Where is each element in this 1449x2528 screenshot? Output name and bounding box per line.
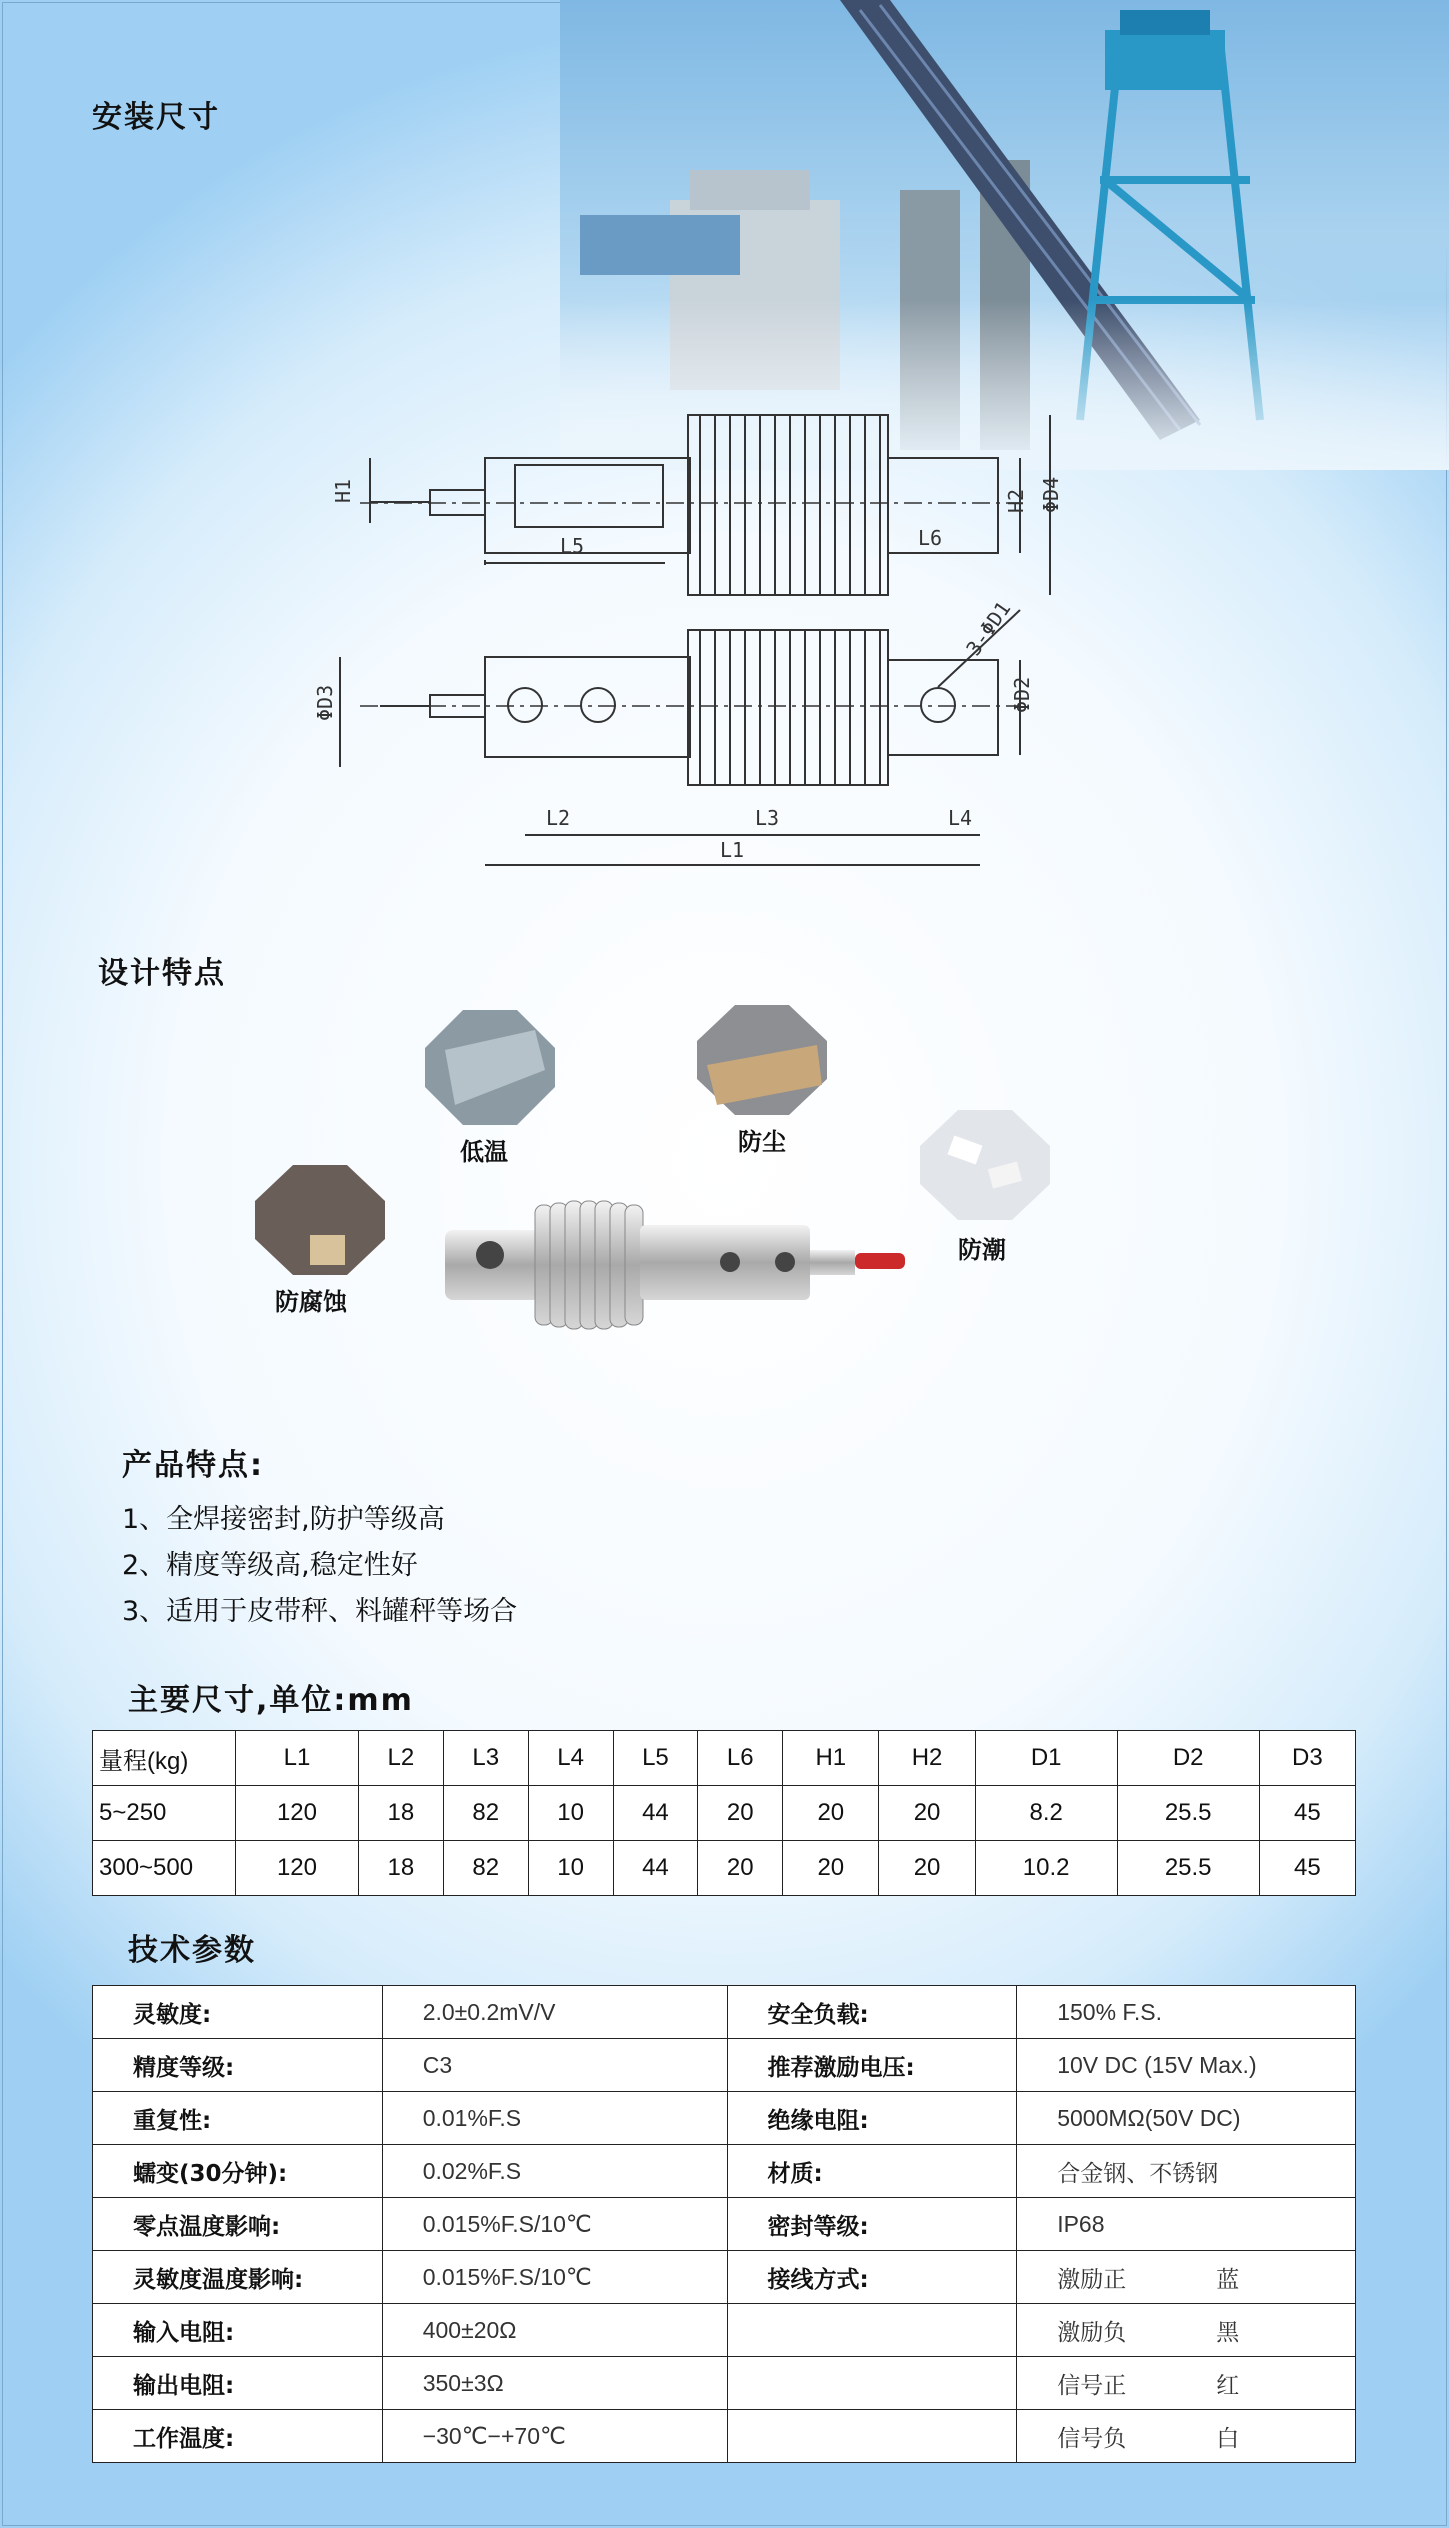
spec-label bbox=[727, 2410, 1017, 2463]
table-cell: 300~500 bbox=[93, 1841, 236, 1896]
spec-label: 材质: bbox=[727, 2145, 1017, 2198]
spec-row bbox=[93, 1986, 1356, 2039]
svg-text:ΦD2: ΦD2 bbox=[1010, 676, 1034, 713]
moisture-photo bbox=[920, 1110, 1050, 1220]
product-features-title: 产品特点: bbox=[122, 1448, 264, 1483]
table-cell: 10 bbox=[528, 1786, 613, 1841]
table-header-cell: L3 bbox=[443, 1731, 528, 1786]
svg-text:L1: L1 bbox=[720, 838, 745, 862]
table-cell: 120 bbox=[236, 1786, 359, 1841]
svg-text:ΦD3: ΦD3 bbox=[313, 684, 337, 721]
table-cell: 5~250 bbox=[93, 1786, 236, 1841]
spec-label: 灵敏度温度影响: bbox=[93, 2251, 383, 2304]
specs-table bbox=[92, 1985, 1356, 2463]
spec-value-text: 信号负 bbox=[1057, 2424, 1127, 2451]
spec-row bbox=[93, 2039, 1356, 2092]
svg-text:L4: L4 bbox=[948, 806, 973, 830]
spec-label: 密封等级: bbox=[727, 2198, 1017, 2251]
feature-item: 1、全焊接密封,防护等级高 bbox=[122, 1504, 445, 1535]
table-cell: 82 bbox=[443, 1786, 528, 1841]
table-cell: 20 bbox=[879, 1786, 975, 1841]
dustproof-photo bbox=[697, 1005, 827, 1115]
wire-color: 黑 bbox=[1216, 2318, 1240, 2345]
svg-text:L6: L6 bbox=[918, 526, 943, 550]
table-cell: 82 bbox=[443, 1841, 528, 1896]
table-header-cell: 量程(kg) bbox=[93, 1731, 236, 1786]
spec-row bbox=[93, 2145, 1356, 2198]
spec-value bbox=[1017, 2092, 1356, 2145]
svg-text:L5: L5 bbox=[560, 534, 585, 558]
spec-row bbox=[93, 2198, 1356, 2251]
spec-row bbox=[93, 2357, 1356, 2410]
spec-value: 350±3Ω bbox=[382, 2357, 727, 2410]
table-cell: 20 bbox=[698, 1841, 783, 1896]
table-cell: 44 bbox=[613, 1841, 698, 1896]
spec-label: 输出电阻: bbox=[93, 2357, 383, 2410]
spec-label: 蠕变(30分钟): bbox=[93, 2145, 383, 2198]
spec-label: 绝缘电阻: bbox=[727, 2092, 1017, 2145]
spec-value bbox=[1017, 2145, 1356, 2198]
table-cell: 20 bbox=[698, 1786, 783, 1841]
install-dimensions-title: 安装尺寸 bbox=[92, 100, 220, 135]
table-cell: 8.2 bbox=[975, 1786, 1117, 1841]
spec-value bbox=[1017, 2039, 1356, 2092]
table-cell: 10.2 bbox=[975, 1841, 1117, 1896]
spec-value: 0.01%F.S bbox=[382, 2092, 727, 2145]
specs-title: 技术参数 bbox=[128, 1933, 256, 1968]
dimension-table bbox=[92, 1730, 1356, 1896]
svg-text:L3: L3 bbox=[755, 806, 780, 830]
spec-row bbox=[93, 2410, 1356, 2463]
spec-value bbox=[1017, 2251, 1356, 2304]
spec-value bbox=[1017, 2410, 1356, 2463]
table-header-cell: L2 bbox=[358, 1731, 443, 1786]
svg-text:ΦD4: ΦD4 bbox=[1039, 476, 1063, 513]
spec-label bbox=[727, 2357, 1017, 2410]
svg-text:H1: H1 bbox=[331, 478, 355, 503]
spec-label: 接线方式: bbox=[727, 2251, 1017, 2304]
svg-text:H2: H2 bbox=[1004, 488, 1028, 513]
table-cell: 25.5 bbox=[1117, 1786, 1259, 1841]
spec-label bbox=[727, 2304, 1017, 2357]
spec-value: C3 bbox=[382, 2039, 727, 2092]
spec-value-text: 5000MΩ(50V DC) bbox=[1057, 2104, 1241, 2131]
table-header-cell: L6 bbox=[698, 1731, 783, 1786]
spec-label: 工作温度: bbox=[93, 2410, 383, 2463]
wire-color: 白 bbox=[1216, 2424, 1240, 2451]
spec-value bbox=[1017, 1986, 1356, 2039]
svg-text:L2: L2 bbox=[546, 806, 571, 830]
feature-item: 2、精度等级高,稳定性好 bbox=[122, 1550, 418, 1581]
spec-row bbox=[93, 2304, 1356, 2357]
table-header-cell: H1 bbox=[783, 1731, 879, 1786]
spec-label: 精度等级: bbox=[93, 2039, 383, 2092]
spec-value: 0.015%F.S/10℃ bbox=[382, 2198, 727, 2251]
table-row bbox=[93, 1841, 1356, 1896]
spec-value-text: 150% F.S. bbox=[1057, 1998, 1163, 2025]
table-cell: 18 bbox=[358, 1786, 443, 1841]
load-cell-photo bbox=[440, 1195, 920, 1345]
table-row bbox=[93, 1786, 1356, 1841]
spec-label: 重复性: bbox=[93, 2092, 383, 2145]
design-features-title: 设计特点 bbox=[98, 956, 226, 991]
table-cell: 44 bbox=[613, 1786, 698, 1841]
table-cell: 25.5 bbox=[1117, 1841, 1259, 1896]
spec-value bbox=[1017, 2198, 1356, 2251]
table-header-cell: D1 bbox=[975, 1731, 1117, 1786]
dims-table-title: 主要尺寸,单位:mm bbox=[128, 1683, 414, 1718]
table-cell: 20 bbox=[879, 1841, 975, 1896]
spec-value bbox=[1017, 2357, 1356, 2410]
spec-value: 2.0±0.2mV/V bbox=[382, 1986, 727, 2039]
spec-label: 灵敏度: bbox=[93, 1986, 383, 2039]
table-header-cell: L4 bbox=[528, 1731, 613, 1786]
spec-label: 推荐激励电压: bbox=[727, 2039, 1017, 2092]
svg-text:3-ΦD1: 3-ΦD1 bbox=[961, 596, 1016, 660]
spec-label: 零点温度影响: bbox=[93, 2198, 383, 2251]
spec-value-text: 激励正 bbox=[1057, 2265, 1127, 2292]
anticorrosion-photo bbox=[255, 1165, 385, 1275]
table-cell: 18 bbox=[358, 1841, 443, 1896]
table-header-cell: L5 bbox=[613, 1731, 698, 1786]
table-cell: 20 bbox=[783, 1841, 879, 1896]
table-cell: 10 bbox=[528, 1841, 613, 1896]
design-feature-label: 防潮 bbox=[958, 1236, 1006, 1264]
design-feature-label: 防尘 bbox=[738, 1128, 786, 1156]
design-feature-label: 低温 bbox=[460, 1138, 508, 1166]
spec-value-text: IP68 bbox=[1057, 2210, 1105, 2237]
spec-value-text: 激励负 bbox=[1057, 2318, 1127, 2345]
dimension-drawing bbox=[313, 395, 1080, 885]
spec-value: 0.015%F.S/10℃ bbox=[382, 2251, 727, 2304]
feature-item: 3、适用于皮带秤、料罐秤等场合 bbox=[122, 1596, 518, 1627]
spec-value-text: 10V DC (15V Max.) bbox=[1057, 2051, 1257, 2078]
spec-value-text: 信号正 bbox=[1057, 2371, 1127, 2398]
spec-label: 输入电阻: bbox=[93, 2304, 383, 2357]
table-header-cell: H2 bbox=[879, 1731, 975, 1786]
low-temp-photo bbox=[425, 1010, 555, 1125]
table-cell: 20 bbox=[783, 1786, 879, 1841]
table-header-row bbox=[93, 1731, 1356, 1786]
table-cell: 120 bbox=[236, 1841, 359, 1896]
table-header-cell: L1 bbox=[236, 1731, 359, 1786]
design-feature-label: 防腐蚀 bbox=[275, 1288, 347, 1316]
spec-value: −30℃−+70℃ bbox=[382, 2410, 727, 2463]
spec-row bbox=[93, 2251, 1356, 2304]
table-cell: 45 bbox=[1259, 1786, 1355, 1841]
table-cell: 45 bbox=[1259, 1841, 1355, 1896]
spec-row bbox=[93, 2092, 1356, 2145]
spec-value-text: 合金钢、不锈钢 bbox=[1057, 2159, 1219, 2186]
spec-value: 0.02%F.S bbox=[382, 2145, 727, 2198]
wire-color: 红 bbox=[1216, 2371, 1240, 2398]
spec-value: 400±20Ω bbox=[382, 2304, 727, 2357]
spec-value bbox=[1017, 2304, 1356, 2357]
wire-color: 蓝 bbox=[1216, 2265, 1240, 2292]
spec-label: 安全负载: bbox=[727, 1986, 1017, 2039]
table-header-cell: D2 bbox=[1117, 1731, 1259, 1786]
table-header-cell: D3 bbox=[1259, 1731, 1355, 1786]
